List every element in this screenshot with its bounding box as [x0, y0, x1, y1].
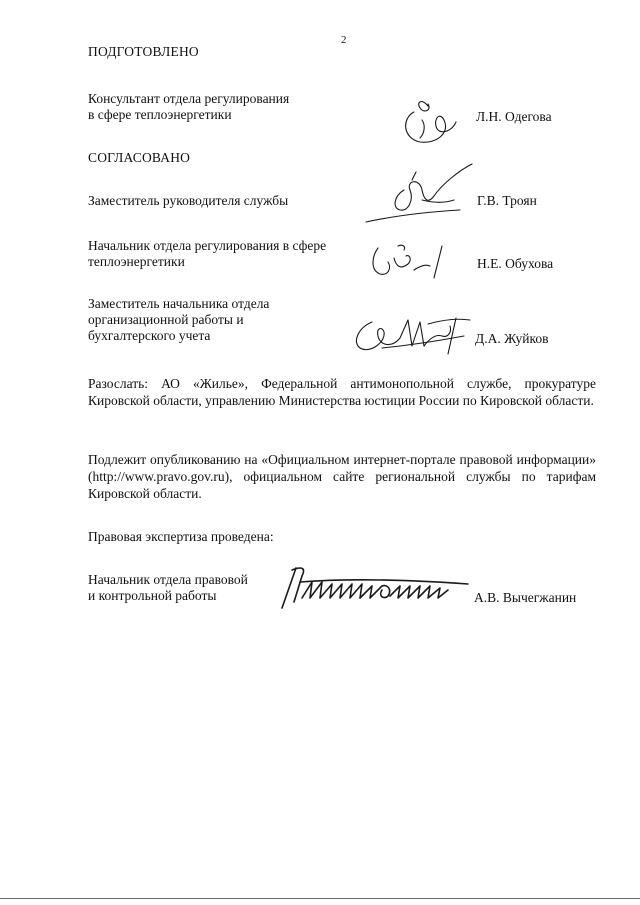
signer-obukhova-name: Н.Е. Обухова [477, 256, 554, 271]
legal-review-name: А.В. Вычегжанин [474, 590, 577, 605]
page-number: 2 [341, 34, 347, 46]
distribution-paragraph: Разослать: АО «Жилье», Федеральной антимонопольной службе, прокуратуре Кировской области, управлению Министерства юстиции России по Кировской области. [88, 376, 596, 408]
position-line: Консультант отдела регулирования [88, 91, 290, 106]
signature-troyan [364, 160, 474, 230]
signer-troyan-position [88, 193, 288, 209]
prepared-name: Л.Н. Одегова [476, 109, 552, 124]
page-bottom-edge [0, 898, 640, 899]
publication-paragraph: Подлежит опубликованию на «Официальном интернет-портале правовой информации» (http://www.pravo.gov.ru), официальном сайте региональной службы по тарифам Кировской области. [88, 452, 596, 501]
signature-zhuikov [352, 312, 472, 358]
position-line: в сфере теплоэнергетики [88, 107, 232, 122]
signature-odegova [398, 96, 468, 146]
prepared-position [88, 91, 289, 123]
legal-review-statement: Правовая экспертиза проведена: [88, 529, 274, 544]
signer-obukhova-position [88, 238, 326, 270]
position-line: и контрольной работы [88, 588, 217, 603]
position-line: организационной работы и [88, 312, 244, 327]
signature-obukhova [368, 240, 458, 280]
position-line: Начальник отдела правовой [88, 572, 248, 587]
position-line: бухгалтерского учета [88, 328, 211, 343]
position-line: Заместитель руководителя службы [88, 193, 289, 208]
agreed-heading: СОГЛАСОВАНО [88, 150, 191, 165]
position-line: теплоэнергетики [88, 254, 185, 269]
signer-zhuikov-position [88, 296, 269, 344]
signer-zhuikov-name: Д.А. Жуйков [475, 331, 549, 346]
position-line: Начальник отдела регулирования в сфере [88, 238, 327, 253]
signature-vychegzhanin [272, 562, 472, 612]
signer-troyan-name: Г.В. Троян [477, 193, 537, 208]
position-line: Заместитель начальника отдела [88, 296, 270, 311]
prepared-heading: ПОДГОТОВЛЕНО [88, 44, 199, 59]
legal-review-position [88, 572, 248, 604]
